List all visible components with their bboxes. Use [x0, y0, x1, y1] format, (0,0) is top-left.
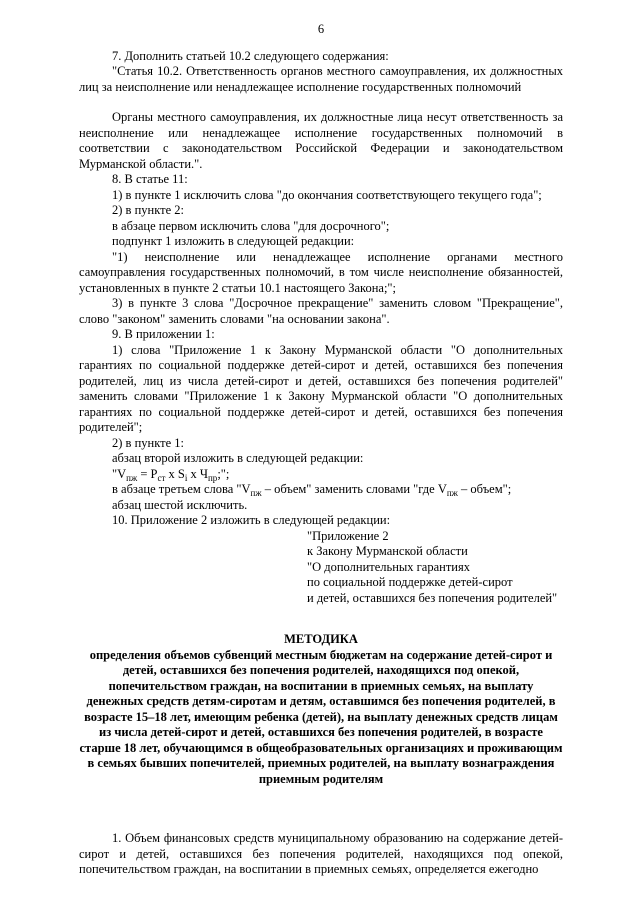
formula-subscript: пж — [446, 488, 458, 498]
paragraph-abzac-second-intro: абзац второй изложить в следующей редакции: — [112, 451, 364, 465]
abzac3-text: – объем"; — [457, 482, 512, 496]
formula-text: ;"; — [217, 466, 230, 481]
paragraph-item-9-1: 1) слова "Приложение 1 к Закону Мурманской области "О дополнительных гарантиях по социальной поддержке детей-сирот и детей, оставшихся без попечения родителей, лиц из числа детей-сирот и детей, оставшихся без попечения родителей" заменить словами "Приложение 1 к Закону Мурманской области "О дополнительных гарантиях по социальной поддержке детей-сирот и детей, оставшихся без попечения родителей"; — [79, 342, 563, 434]
paragraph-item-10: 10. Приложение 2 изложить в следующей редакции: — [112, 513, 391, 527]
page-number: 6 — [317, 22, 325, 36]
metodika-heading: МЕТОДИКА — [284, 632, 358, 646]
appendix-line: "О дополнительных гарантиях — [307, 559, 470, 574]
paragraph-item-9-2: 2) в пункте 1: — [112, 435, 184, 450]
paragraph-item-7: 7. Дополнить статьей 10.2 следующего содержания: — [112, 48, 389, 63]
formula-text: х Ч — [187, 466, 208, 481]
formula-subscript: ст — [157, 472, 166, 483]
paragraph-abzac-sixth: абзац шестой исключить. — [112, 497, 248, 512]
paragraph-item-9: 9. В приложении 1: — [112, 327, 215, 341]
appendix-line: к Закону Мурманской области — [307, 544, 468, 558]
formula-text: "V — [112, 466, 127, 481]
appendix-line: "Приложение 2 — [307, 528, 389, 543]
abzac3-text: – объем" заменить словами "где V — [261, 482, 447, 496]
appendix-line: по социальной поддержке детей-сирот — [307, 575, 513, 589]
formula-subscript: пж — [250, 488, 262, 498]
paragraph-item-8: 8. В статье 11: — [112, 172, 188, 186]
appendix-line: и детей, оставшихся без попечения родителей" — [307, 590, 558, 605]
metodika-subtitle: определения объемов субвенций местным бюджетам на содержание детей-сирот и детей, оставшихся без попечения родителей, находящихся под опекой, попечительством граждан, на воспитании в приемных семьях, на выплату денежных средств детям-сиротам и детям, оставшимся без попечения родителей, в возрасте 15–18 лет, имеющим ребенка (детей), на выплату денежных средств лицам из числа детей-сирот и детей, оставшихся без попечения родителей, в возрасте старше 18 лет, обучающимся в общеобразовательных организациях и проживающим в семьях бывших попечителей, приемных родителей, на выплату вознаграждения приемным родителям — [79, 647, 563, 786]
paragraph-item-8-3: 3) в пункте 3 слова "Досрочное прекращение" заменить словом "Прекращение", слово "законом" заменить словами "на основании закона". — [79, 296, 563, 326]
formula-line — [79, 467, 563, 483]
paragraph-abzac-third — [79, 482, 563, 498]
paragraph-article-10-2-title: "Статья 10.2. Ответственность органов местного самоуправления, их должностных лиц за неисполнение или ненадлежащее исполнение государственных полномочий — [79, 64, 563, 94]
paragraph-methodology-item-1: 1. Объем финансовых средств муниципальному образованию на содержание детей-сирот и детей, оставшихся без попечения родителей, находящихся под опекой, попечительством граждан, на воспитании в приемных семьях, определяется ежегодно — [79, 831, 563, 876]
formula-subscript: пж — [126, 472, 138, 483]
paragraph-item-8-2: 2) в пункте 2: — [112, 203, 184, 217]
abzac3-text: в абзаце третьем слова "V — [112, 482, 251, 496]
paragraph-abzac-first: в абзаце первом исключить слова "для досрочного"; — [112, 218, 390, 233]
formula-subscript: пр — [207, 472, 218, 483]
paragraph-article-10-2-body: Органы местного самоуправления, их должностные лица несут ответственность за неисполнение или ненадлежащее исполнение государственных полномочий в соответствии с законодательством Российской Федерации и законодательством Мурманской области.". — [79, 110, 563, 171]
formula-text: х S — [165, 466, 185, 481]
paragraph-subitem-1-intro: подпункт 1 изложить в следующей редакции: — [112, 234, 355, 248]
formula-text: = Р — [137, 466, 158, 481]
paragraph-item-8-1: 1) в пункте 1 исключить слова "до окончания соответствующего текущего года"; — [112, 187, 542, 202]
paragraph-subitem-1-text: "1) неисполнение или ненадлежащее исполнение органами местного самоуправления государственных полномочий, в том числе неисполнение обязанностей, установленных в пункте 2 статьи 10.1 настоящего Закона;"; — [79, 249, 563, 295]
formula-subscript: i — [184, 472, 188, 483]
